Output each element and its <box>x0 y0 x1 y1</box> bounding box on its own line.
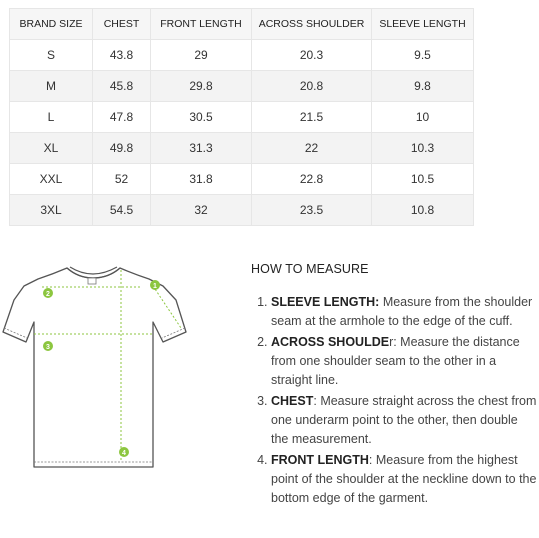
measure-instructions-list <box>251 293 537 508</box>
table-header-row <box>10 9 474 40</box>
cell-sleeve-length: 10.8 <box>372 195 474 226</box>
marker-2 <box>43 288 53 298</box>
how-to-measure-section <box>251 262 537 510</box>
cell-front-length: 30.5 <box>151 102 252 133</box>
instruction-term: ACROSS SHOULDE <box>271 335 390 349</box>
instruction-sleeve-length <box>271 293 537 331</box>
cell-front-length: 29 <box>151 40 252 71</box>
cell-front-length: 31.3 <box>151 133 252 164</box>
svg-text:4: 4 <box>122 450 126 457</box>
cell-size: S <box>10 40 93 71</box>
cell-sleeve-length: 9.8 <box>372 71 474 102</box>
instruction-front-length <box>271 451 537 508</box>
cell-across-shoulder: 22.8 <box>252 164 372 195</box>
instruction-text: : Measure straight across the chest from one underarm point to the other, then double the measurement. <box>271 394 537 446</box>
cell-chest: 54.5 <box>93 195 151 226</box>
cell-across-shoulder: 21.5 <box>252 102 372 133</box>
instruction-term: FRONT LENGTH <box>271 453 369 467</box>
cell-across-shoulder: 22 <box>252 133 372 164</box>
cell-size: XL <box>10 133 93 164</box>
cell-size: M <box>10 71 93 102</box>
table-row <box>10 40 474 71</box>
cell-across-shoulder: 20.8 <box>252 71 372 102</box>
marker-3 <box>43 341 53 351</box>
how-to-measure-title: HOW TO MEASURE <box>251 262 369 276</box>
instruction-text: : Measure from the highest point of the shoulder at the neckline down to the bottom edge of the garment. <box>271 453 537 505</box>
svg-text:2: 2 <box>46 291 50 298</box>
header-brand-size: BRAND SIZE <box>10 9 93 40</box>
size-chart-table <box>9 8 474 226</box>
marker-4 <box>119 447 129 457</box>
cell-chest: 52 <box>93 164 151 195</box>
instruction-term: SLEEVE LENGTH: <box>271 295 380 309</box>
cell-size: XXL <box>10 164 93 195</box>
header-across-shoulder: ACROSS SHOULDER <box>252 9 372 40</box>
table-row <box>10 71 474 102</box>
cell-size: 3XL <box>10 195 93 226</box>
instruction-text: r: Measure the distance from one shoulder seam to the other in a straight line. <box>271 335 520 387</box>
cell-across-shoulder: 20.3 <box>252 40 372 71</box>
cell-front-length: 32 <box>151 195 252 226</box>
table-row <box>10 133 474 164</box>
cell-size: L <box>10 102 93 133</box>
cell-sleeve-length: 10.5 <box>372 164 474 195</box>
table-row <box>10 195 474 226</box>
instruction-across-shoulder <box>271 333 537 390</box>
tshirt-measurement-diagram <box>0 262 195 477</box>
header-front-length: FRONT LENGTH <box>151 9 252 40</box>
tshirt-tag <box>88 278 96 284</box>
cell-front-length: 29.8 <box>151 71 252 102</box>
cell-chest: 47.8 <box>93 102 151 133</box>
cell-front-length: 31.8 <box>151 164 252 195</box>
instruction-term: CHEST <box>271 394 314 408</box>
svg-text:1: 1 <box>153 283 157 290</box>
header-sleeve-length: SLEEVE LENGTH <box>372 9 474 40</box>
header-chest: CHEST <box>93 9 151 40</box>
instruction-text: Measure from the shoulder seam at the armhole to the edge of the cuff. <box>271 295 533 328</box>
cell-sleeve-length: 10 <box>372 102 474 133</box>
cell-chest: 45.8 <box>93 71 151 102</box>
cell-chest: 49.8 <box>93 133 151 164</box>
cell-sleeve-length: 9.5 <box>372 40 474 71</box>
table-row <box>10 102 474 133</box>
cell-across-shoulder: 23.5 <box>252 195 372 226</box>
svg-text:3: 3 <box>46 344 50 351</box>
tshirt-icon <box>0 262 195 477</box>
cell-chest: 43.8 <box>93 40 151 71</box>
instruction-chest <box>271 392 537 449</box>
cell-sleeve-length: 10.3 <box>372 133 474 164</box>
marker-1 <box>150 280 160 290</box>
tshirt-outline <box>3 268 186 467</box>
table-row <box>10 164 474 195</box>
